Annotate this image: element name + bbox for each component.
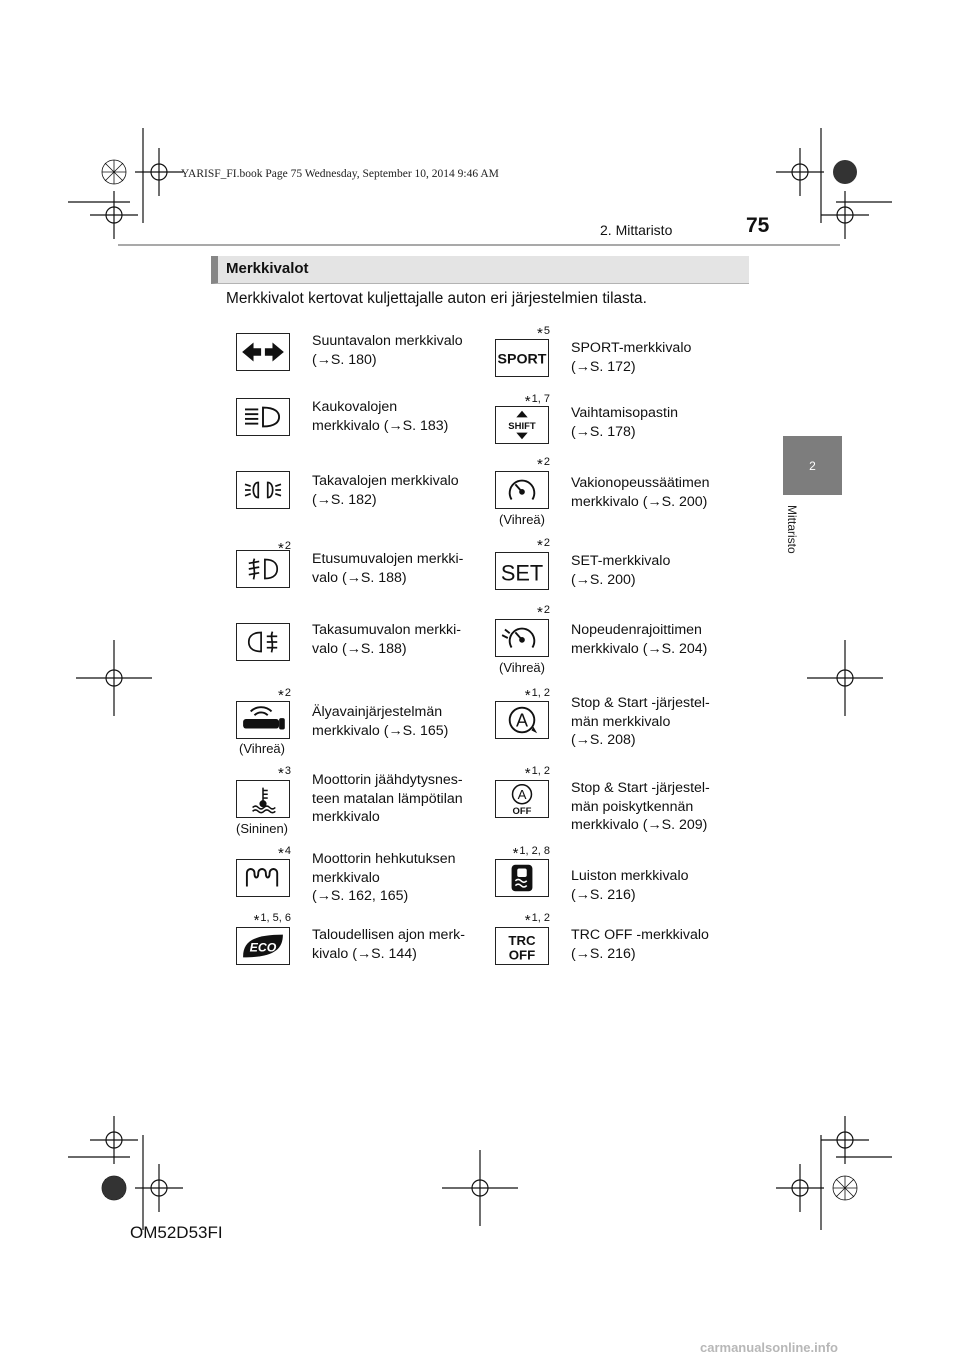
intro-text: Merkkivalot kertovat kuljettajalle auton eri järjestelmien tilasta. [226,290,647,307]
chapter-tab-label: Mittaristo [785,505,799,554]
icon-color-caption: (Vihreä) [498,660,545,675]
stop-start-off-icon [495,780,549,818]
set-icon [495,552,549,590]
icon-color-caption: (Vihreä) [498,512,545,527]
trc-off-icon-text: OFF [508,947,536,963]
site-watermark: carmanualsonline.info [700,1340,838,1355]
set-icon-text: SET [500,560,544,586]
shift-indicator-icon [495,406,549,444]
indicator-description: Älyavainjärjestelmän merkkivalo (→S. 165) [312,704,449,739]
footnote-marker: *4 [278,845,291,862]
indicator-description: Stop & Start -järjestel- män poiskytkennän merkkivalo (→S. 209) [571,780,710,834]
indicator-description: Takavalojen merkkivalo (→S. 182) [312,473,459,508]
indicator-description: Suuntavalon merkkivalo (→S. 180) [312,333,463,368]
shift-icon-text: SHIFT [508,420,536,432]
icon-color-caption: (Sininen) [235,821,289,836]
footnote-marker: *2 [537,456,550,473]
indicator-description: Kaukovalojen merkkivalo (→S. 183) [312,399,449,434]
stop-start-icon [495,701,549,739]
book-file-info: YARISF_FI.book Page 75 Wednesday, September 10, 2014 9:46 AM [181,168,499,180]
footnote-marker: *1, 2 [524,687,550,704]
eco-icon [236,927,290,965]
section-title: Merkkivalot [226,260,309,277]
footnote-marker: *1, 7 [524,393,550,410]
indicator-description: Moottorin hehkutuksen merkkivalo (→S. 162, 165) [312,851,456,905]
cruise-control-icon [495,471,549,509]
coolant-temp-icon [236,780,290,818]
sport-icon-text: SPORT [497,351,547,368]
sport-icon [495,339,549,377]
indicator-description: Vaihtamisopastin (→S. 178) [571,405,678,440]
indicator-description: Stop & Start -järjestel- män merkkivalo (→S. 208) [571,695,710,749]
chapter-tab [783,436,842,495]
manual-code: OM52D53FI [130,1223,223,1242]
footnote-marker: *3 [278,765,291,782]
indicator-description: Taloudellisen ajon merk- kivalo (→S. 144) [312,927,465,962]
indicator-description: Etusumuvalojen merkki- valo (→S. 188) [312,551,464,586]
indicator-description: SPORT-merkkivalo (→S. 172) [571,340,692,375]
indicator-description: Takasumuvalon merkki- valo (→S. 188) [312,622,462,657]
indicator-description: Vakionopeussäätimen merkkivalo (→S. 200) [571,475,710,510]
tail-light-icon [236,471,290,509]
glow-plug-icon [236,859,290,897]
stop-start-icon-text: A [515,710,529,731]
eco-icon-text: ECO [249,940,277,955]
stop-start-off-icon-off: OFF [512,806,532,817]
stop-start-off-icon-a: A [517,787,527,802]
footnote-marker: *2 [278,687,291,704]
trc-off-icon [495,927,549,965]
indicator-description: Luiston merkkivalo (→S. 216) [571,868,689,903]
chapter-tab-number: 2 [809,458,816,473]
turn-signal-icon [236,333,290,371]
footnote-marker: *1, 5, 6 [253,912,291,929]
indicator-description: TRC OFF -merkkivalo (→S. 216) [571,927,709,962]
chapter-header: 2. Mittaristo [600,222,673,238]
page-number: 75 [746,214,770,237]
indicator-description: SET-merkkivalo (→S. 200) [571,553,671,588]
footnote-marker: *2 [537,604,550,621]
footnote-marker: *1, 2 [524,765,550,782]
rear-fog-light-icon [236,623,290,661]
footnote-marker: *1, 2, 8 [512,845,550,862]
footnote-marker: *1, 2 [524,912,550,929]
header-rule [118,244,840,246]
smart-key-icon [236,701,290,739]
footnote-marker: *2 [278,540,291,557]
slip-indicator-icon [495,859,549,897]
icon-color-caption: (Vihreä) [238,741,285,756]
indicator-description: Moottorin jäähdytysnes- teen matalan lämpötilan merkkivalo [312,772,463,826]
speed-limiter-icon [495,619,549,657]
indicator-description: Nopeudenrajoittimen merkkivalo (→S. 204) [571,622,708,657]
footnote-marker: *5 [537,325,550,342]
headlight-high-beam-icon [236,398,290,436]
trc-icon-text: TRC [508,933,536,949]
footnote-marker: *2 [537,537,550,554]
